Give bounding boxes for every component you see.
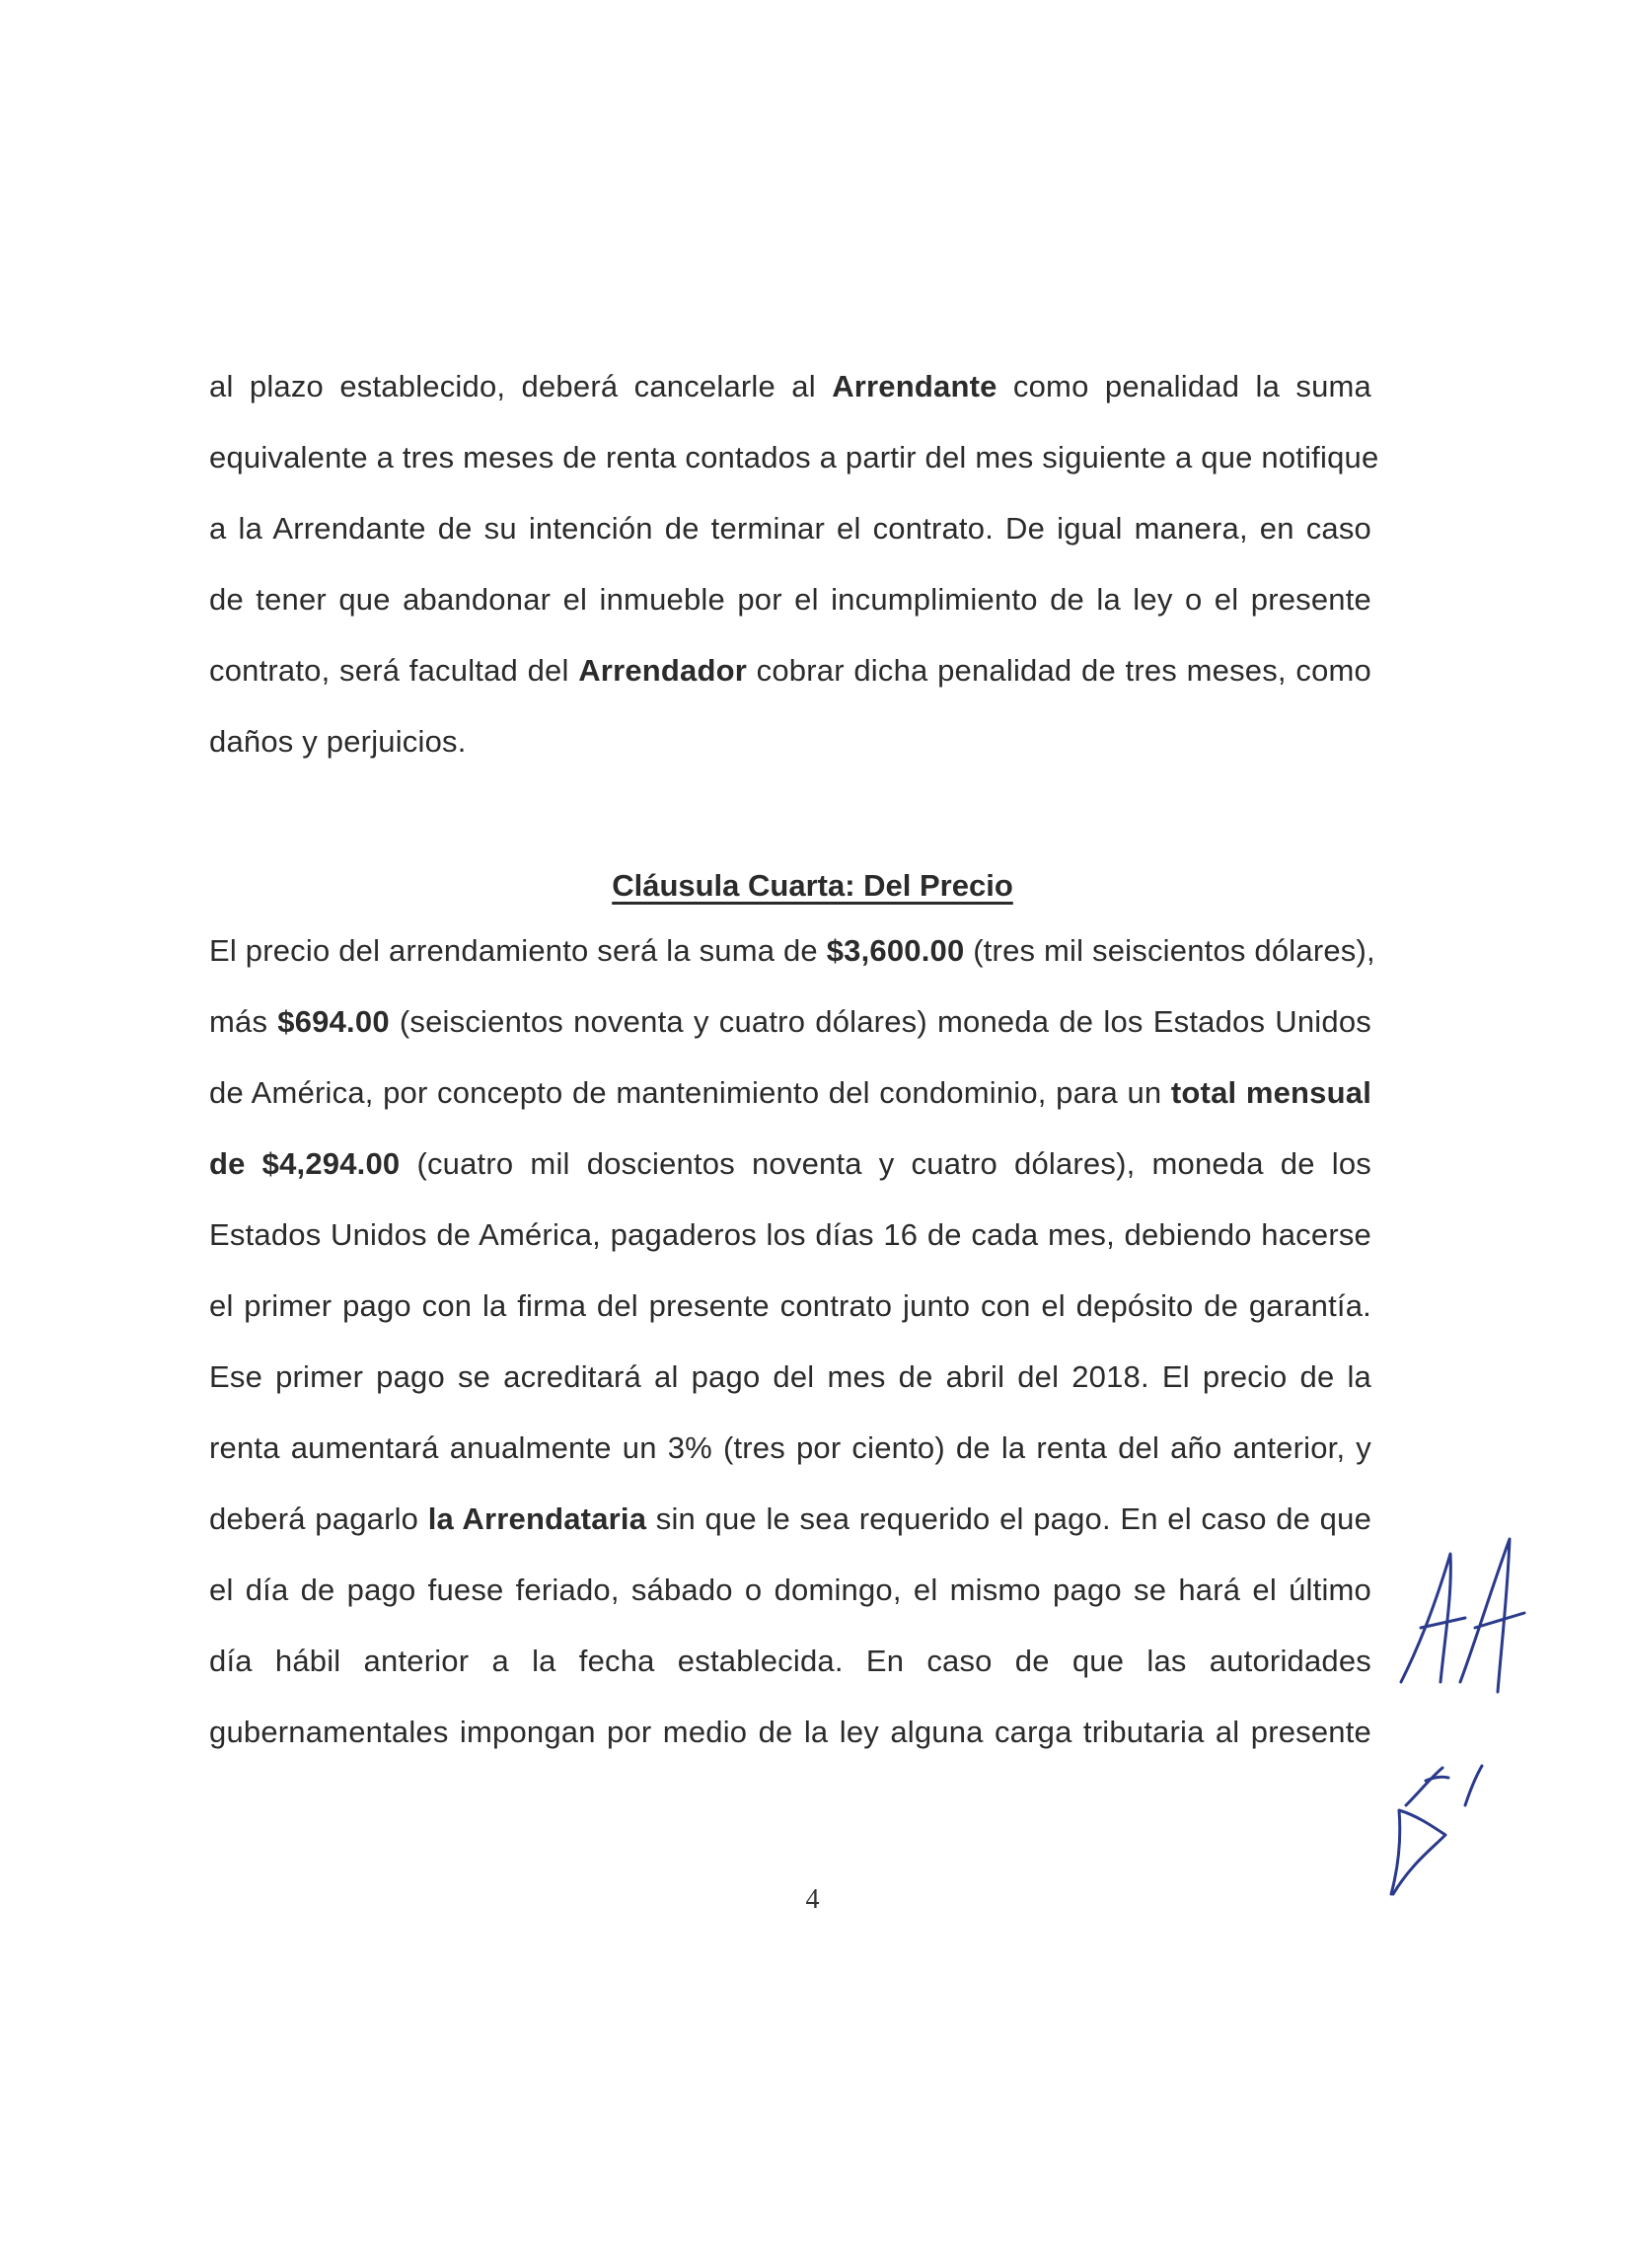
text-span: más bbox=[209, 1004, 278, 1039]
text-line bbox=[209, 1713, 1371, 1752]
bold-text: la Arrendataria bbox=[427, 1501, 647, 1536]
text-span: de América, por concepto de mantenimiento del condominio, para un bbox=[209, 1075, 1171, 1110]
text-line bbox=[209, 1357, 1371, 1397]
text-span: renta aumentará anualmente un 3% (tres por ciento) de la renta del año anterior, y bbox=[209, 1430, 1371, 1465]
text-span: (cuatro mil doscientos noventa y cuatro dólares), moneda de los bbox=[400, 1146, 1371, 1181]
bold-text: Arrendante bbox=[832, 369, 997, 403]
bold-text: total mensual bbox=[1170, 1075, 1372, 1110]
bold-text: Arrendador bbox=[578, 653, 748, 688]
bold-text: $694.00 bbox=[277, 1004, 390, 1039]
text-line bbox=[209, 1002, 1371, 1042]
paragraph-price bbox=[209, 931, 1375, 1784]
text-span: sin que le sea requerido el pago. En el caso de que bbox=[646, 1501, 1372, 1536]
page-number: 4 bbox=[805, 1884, 820, 1915]
text-span: daños y perjuicios. bbox=[209, 724, 467, 759]
bold-text: de $4,294.00 bbox=[209, 1146, 401, 1181]
text-line bbox=[209, 651, 1371, 691]
section-heading bbox=[0, 866, 1625, 906]
text-line bbox=[209, 1073, 1371, 1113]
text-line bbox=[209, 1500, 1371, 1539]
text-span: el primer pago con la firma del presente contrato junto con el depósito de garantía. bbox=[209, 1288, 1371, 1323]
text-span: como penalidad la suma bbox=[997, 369, 1371, 403]
text-line bbox=[209, 1286, 1371, 1326]
text-span: deberá pagarlo bbox=[209, 1501, 428, 1536]
text-span: el día de pago fuese feriado, sábado o domingo, el mismo pago se hará el último bbox=[209, 1573, 1371, 1607]
text-span: Ese primer pago se acreditará al pago del mes de abril del 2018. El precio de la bbox=[209, 1359, 1371, 1394]
text-span: al plazo establecido, deberá cancelarle al bbox=[209, 369, 833, 403]
text-span: de tener que abandonar el inmueble por el incumplimiento de la ley o el presente bbox=[209, 582, 1371, 617]
text-line bbox=[209, 722, 1371, 762]
text-span: contrato, será facultad del bbox=[209, 653, 579, 688]
text-line bbox=[209, 1215, 1371, 1255]
text-span: a la Arrendante de su intención de terminar el contrato. De igual manera, en caso bbox=[209, 511, 1371, 546]
text-line bbox=[209, 367, 1371, 406]
text-line bbox=[209, 1428, 1371, 1468]
text-span: cobrar dicha penalidad de tres meses, como bbox=[747, 653, 1371, 688]
bold-text: $3,600.00 bbox=[826, 933, 965, 968]
text-span: equivalente a tres meses de renta contados a partir del mes siguiente a que notifique bbox=[209, 440, 1379, 475]
text-span: (seiscientos noventa y cuatro dólares) moneda de los Estados Unidos bbox=[389, 1004, 1371, 1039]
section-heading-text: Cláusula Cuarta: Del Precio bbox=[612, 868, 1013, 903]
text-line bbox=[209, 509, 1371, 549]
text-span: día hábil anterior a la fecha establecida. En caso de que las autoridades bbox=[209, 1644, 1371, 1678]
text-line bbox=[209, 1571, 1371, 1610]
text-line bbox=[209, 438, 1379, 477]
text-line bbox=[209, 1642, 1371, 1681]
text-line bbox=[209, 931, 1375, 971]
text-span: El precio del arrendamiento será la suma de bbox=[209, 933, 827, 968]
initials-signature-2 bbox=[1371, 1756, 1500, 1904]
text-line bbox=[209, 580, 1371, 620]
paragraph-penalty bbox=[209, 367, 1379, 793]
text-span: Estados Unidos de América, pagaderos los días 16 de cada mes, debiendo hacerse bbox=[209, 1217, 1371, 1252]
text-span: gubernamentales impongan por medio de la ley alguna carga tributaria al presente bbox=[209, 1715, 1371, 1749]
initials-signature-1 bbox=[1391, 1534, 1539, 1702]
text-span: (tres mil seiscientos dólares), bbox=[964, 933, 1375, 968]
text-line bbox=[209, 1144, 1371, 1184]
